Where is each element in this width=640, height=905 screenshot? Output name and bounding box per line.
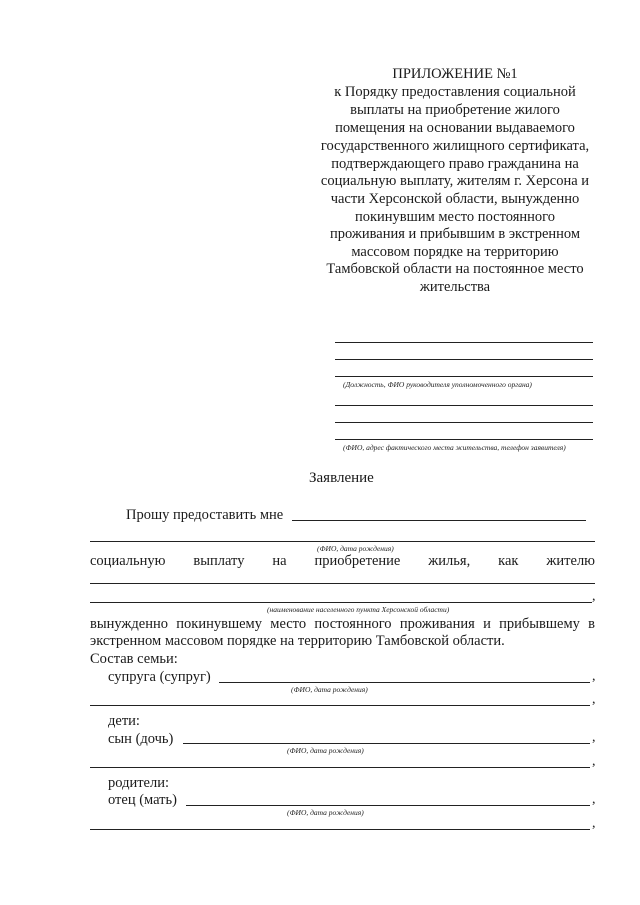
- comma: ,: [592, 816, 596, 831]
- comma: ,: [592, 589, 596, 604]
- spouse-line-2[interactable]: [90, 705, 590, 706]
- word: приобретение: [314, 553, 401, 569]
- caption-official: (Должность, ФИО руководителя уполномоченного органа): [343, 380, 532, 389]
- children-heading: дети:: [108, 713, 140, 729]
- caption-settlement: (наименование населенного пункта Херсонской области): [267, 605, 450, 614]
- family-heading: Состав семьи:: [90, 651, 178, 667]
- comma: ,: [592, 754, 596, 769]
- word: социальную: [90, 553, 166, 569]
- official-line-1[interactable]: [335, 342, 593, 343]
- child-line[interactable]: [183, 743, 590, 744]
- appendix-title: ПРИЛОЖЕНИЕ №1: [392, 66, 518, 82]
- caption-spouse: (ФИО, дата рождения): [291, 685, 368, 694]
- official-line-2[interactable]: [335, 359, 593, 360]
- caption-child: (ФИО, дата рождения): [287, 746, 364, 755]
- header-line: проживания и прибывшим в экстренном: [329, 226, 581, 242]
- header-line: помещения на основании выдаваемого: [335, 120, 575, 136]
- parent-label: отец (мать): [108, 792, 177, 808]
- request-text: Прошу предоставить мне: [126, 507, 284, 523]
- document-title: Заявление: [309, 470, 374, 486]
- word: жителю: [546, 553, 596, 569]
- word: выплату: [193, 553, 245, 569]
- comma: ,: [592, 792, 596, 807]
- child-line-2[interactable]: [90, 767, 590, 768]
- settlement-line-1[interactable]: [90, 583, 595, 584]
- parent-line-2[interactable]: [90, 829, 590, 830]
- paragraph-line-1: вынужденно покинувшему место постоянного проживания и прибывшему в: [90, 616, 595, 632]
- word: на: [272, 553, 287, 569]
- header-line: покинувшим место постоянного: [354, 209, 556, 225]
- header-line: государственного жилищного сертификата,: [320, 138, 590, 154]
- settlement-line-2[interactable]: [90, 602, 592, 603]
- child-label: сын (дочь): [108, 731, 174, 747]
- header-line: к Порядку предоставления социальной: [334, 84, 576, 100]
- header-line: социальную выплату, жителям г. Херсона и: [320, 173, 590, 189]
- spouse-label: супруга (супруг): [108, 669, 211, 685]
- applicant-name-line-2[interactable]: [90, 541, 595, 542]
- header-line: части Херсонской области, вынужденно: [330, 191, 580, 207]
- caption-parent: (ФИО, дата рождения): [287, 808, 364, 817]
- header-line: массовом порядке на территорию: [351, 244, 559, 260]
- word: как: [498, 553, 519, 569]
- caption-applicant: (ФИО, адрес фактического места жительства, телефон заявителя): [343, 443, 566, 452]
- header-line: жительства: [419, 279, 491, 295]
- justified-line: [90, 553, 595, 570]
- word: жилья,: [428, 553, 471, 569]
- parent-line[interactable]: [186, 805, 590, 806]
- applicant-line-3[interactable]: [335, 439, 593, 440]
- header-line: выплаты на приобретение жилого: [350, 102, 560, 118]
- header-line: подтверждающего право гражданина на: [331, 156, 579, 172]
- comma: ,: [592, 730, 596, 745]
- spouse-line[interactable]: [219, 682, 590, 683]
- official-line-3[interactable]: [335, 376, 593, 377]
- comma: ,: [592, 669, 596, 684]
- header-line: Тамбовской области на постоянное место: [326, 261, 584, 277]
- applicant-name-line[interactable]: [292, 520, 586, 521]
- parents-heading: родители:: [108, 775, 170, 791]
- comma: ,: [592, 692, 596, 707]
- caption-fio-dob: (ФИО, дата рождения): [317, 544, 394, 553]
- paragraph-line-2: экстренном массовом порядке на территорию Тамбовской области.: [90, 633, 505, 649]
- applicant-line-2[interactable]: [335, 422, 593, 423]
- applicant-line-1[interactable]: [335, 405, 593, 406]
